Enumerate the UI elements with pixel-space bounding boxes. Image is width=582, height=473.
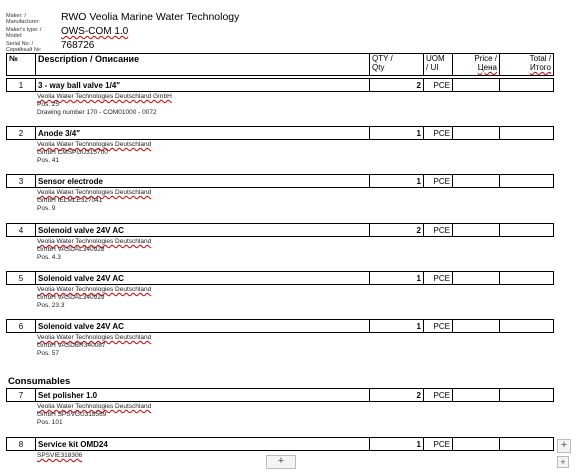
item-qty: 1 — [370, 127, 424, 140]
item-number: 6 — [7, 320, 36, 333]
item-detail-line: GmbH VASDAL340928 — [37, 246, 105, 253]
item-row — [6, 388, 554, 402]
item-detail-line: GmbH CMSPGU315700 — [37, 149, 108, 156]
item-detail-line: Pos. 9 — [37, 205, 56, 212]
item-row — [6, 319, 554, 333]
item-description: Solenoid valve 24V AC — [36, 320, 370, 333]
item-qty: 1 — [370, 175, 424, 188]
item-detail-line: Veolia Water Technologies Deutschland — [37, 286, 152, 293]
item-qty: 1 — [370, 320, 424, 333]
item-number: 1 — [7, 79, 36, 92]
item-detail-line: GmbH IELMLE327041 — [37, 197, 103, 204]
item-detail-line: Veolia Water Technologies Deutschland — [37, 238, 152, 245]
item-detail-line: Veolia Water Technologies Deutschland GmbH — [37, 93, 172, 100]
item-detail-line: Pos. 4.3 — [37, 254, 61, 261]
item-qty: 1 — [370, 438, 424, 451]
item-uom: PCE — [424, 224, 453, 237]
item-qty: 2 — [370, 389, 424, 402]
item-detail-line: GmbH SPSVGU318569 — [37, 411, 107, 418]
col-price: Price / Цена — [453, 54, 500, 76]
item-detail-line: Veolia Water Technologies Deutschland — [37, 189, 152, 196]
item-details — [37, 93, 172, 117]
item-detail-line: Pos. 23.3 — [37, 302, 65, 309]
item-row — [6, 126, 554, 140]
item-total — [500, 127, 554, 140]
item-details — [37, 286, 151, 310]
item-price — [453, 79, 500, 92]
item-description: Anode 3/4" — [36, 127, 370, 140]
item-details — [37, 189, 151, 213]
item-qty: 1 — [370, 272, 424, 285]
item-number: 3 — [7, 175, 36, 188]
consumables-title: Consumables — [8, 376, 71, 387]
col-no: № — [7, 54, 36, 76]
item-number: 2 — [7, 127, 36, 140]
item-uom: PCE — [424, 438, 453, 451]
item-total — [500, 438, 554, 451]
item-detail-line: Veolia Water Technologies Deutschland — [37, 141, 152, 148]
plus-small-icon: + — [560, 457, 566, 467]
item-qty: 2 — [370, 224, 424, 237]
item-description: Solenoid valve 24V AC — [36, 224, 370, 237]
type-value: OWS-COM 1.0 — [61, 26, 129, 37]
item-detail-line: Pos. 25 — [37, 101, 60, 108]
item-detail-line: Drawing number 170 - COM01000 - 0072 — [37, 109, 157, 116]
item-uom: PCE — [424, 79, 453, 92]
item-row — [6, 223, 554, 237]
item-details — [37, 238, 151, 262]
item-detail-line: GmbH VASDBR340087 — [37, 342, 106, 349]
plus-icon: + — [277, 455, 285, 467]
item-price — [453, 320, 500, 333]
item-details — [37, 141, 151, 165]
item-details — [37, 403, 151, 427]
item-uom: PCE — [424, 389, 453, 402]
item-price — [453, 438, 500, 451]
item-row — [6, 271, 554, 285]
item-row — [6, 437, 554, 451]
item-uom: PCE — [424, 320, 453, 333]
maker-value: RWO Veolia Marine Water Technology — [61, 11, 240, 23]
item-description: Solenoid valve 24V AC — [36, 272, 370, 285]
item-detail-line: SPSVIE318306 — [37, 452, 83, 459]
item-qty: 2 — [370, 79, 424, 92]
type-label: Maker's type: / Model: — [6, 27, 42, 39]
column-header — [6, 53, 554, 76]
col-total: Total / Итого — [500, 54, 554, 76]
item-number: 4 — [7, 224, 36, 237]
item-total — [500, 320, 554, 333]
item-total — [500, 79, 554, 92]
item-price — [453, 272, 500, 285]
item-detail-line: Veolia Water Technologies Deutschland — [37, 403, 152, 410]
item-price — [453, 389, 500, 402]
item-total — [500, 175, 554, 188]
item-description: 3 - way ball valve 1/4" — [36, 79, 370, 92]
item-description: Sensor electrode — [36, 175, 370, 188]
item-description: Service kit OMD24 — [36, 438, 370, 451]
col-uom: UOM / UI — [424, 54, 453, 76]
maker-label: Maker: / Manufacturer: — [6, 13, 40, 25]
item-price — [453, 175, 500, 188]
item-number: 7 — [7, 389, 36, 402]
item-number: 5 — [7, 272, 36, 285]
item-details — [37, 334, 151, 358]
item-detail-line: GmbH VASDAL340929 — [37, 294, 105, 301]
item-detail-line: Pos. 101 — [37, 419, 63, 426]
serial-value: 768726 — [61, 40, 95, 51]
item-price — [453, 127, 500, 140]
col-description: Description / Описание — [36, 54, 370, 76]
col-qty: QTY / Qty — [370, 54, 424, 76]
serial-label: Serial No: / Серийный №: — [6, 41, 42, 53]
add-row-button[interactable] — [266, 455, 296, 469]
item-uom: PCE — [424, 127, 453, 140]
item-price — [453, 224, 500, 237]
item-description: Set polisher 1.0 — [36, 389, 370, 402]
item-details — [37, 452, 82, 460]
plus-icon: + — [560, 439, 568, 451]
item-detail-line: Pos. 41 — [37, 157, 60, 164]
item-detail-line: Veolia Water Technologies Deutschland — [37, 334, 152, 341]
item-uom: PCE — [424, 272, 453, 285]
item-total — [500, 272, 554, 285]
item-row — [6, 78, 554, 92]
item-total — [500, 389, 554, 402]
resize-handle[interactable] — [557, 456, 569, 468]
item-row — [6, 174, 554, 188]
item-detail-line: Pos. 57 — [37, 350, 60, 357]
add-column-button[interactable] — [557, 439, 571, 453]
item-uom: PCE — [424, 175, 453, 188]
item-total — [500, 224, 554, 237]
item-number: 8 — [7, 438, 36, 451]
